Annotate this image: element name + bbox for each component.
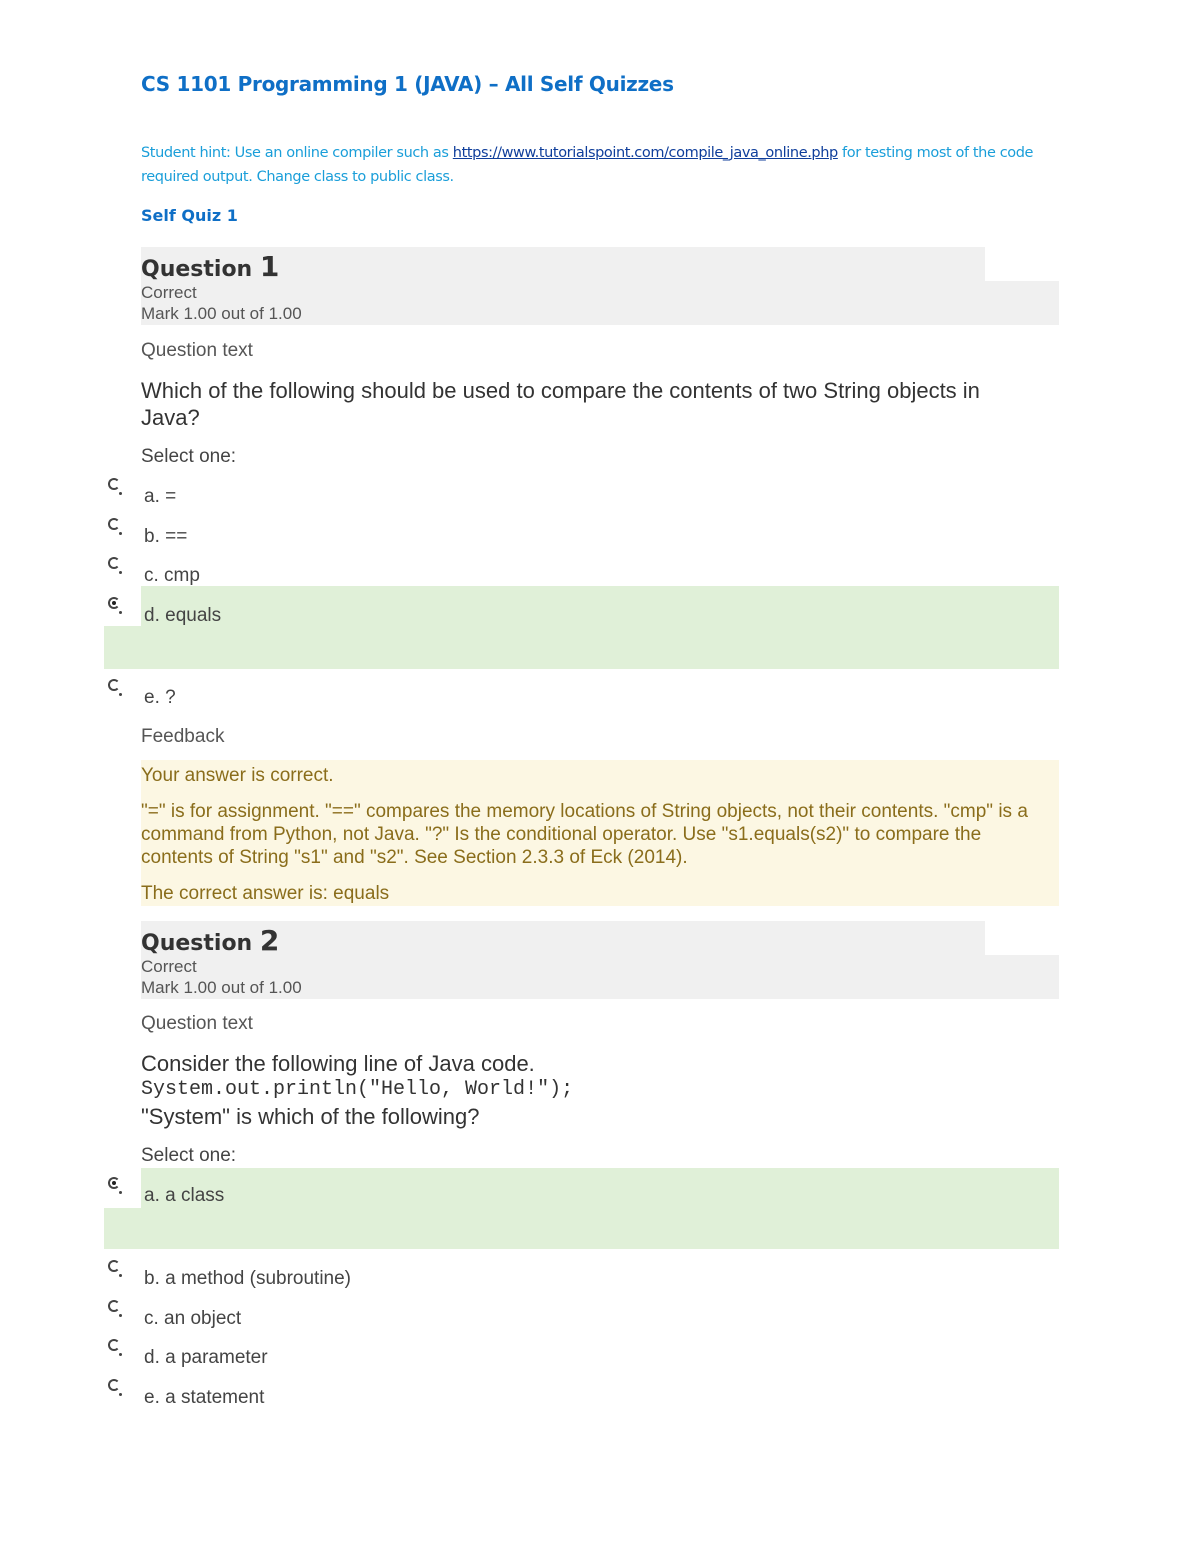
- question-2-option-e[interactable]: [104, 1375, 504, 1407]
- radio-tick-icon: [119, 532, 122, 535]
- option-label: c. cmp: [144, 565, 200, 586]
- question-2-correct-band-bottom: [104, 1208, 1059, 1249]
- question-2-title: [141, 924, 279, 957]
- question-1-option-b[interactable]: [104, 514, 504, 546]
- option-label: b. a method (subroutine): [144, 1268, 352, 1289]
- question-1-state: Correct: [141, 283, 197, 302]
- hint-prefix: Student hint: Use an online compiler such as: [141, 145, 453, 161]
- question-1-correct-band-bottom: [104, 626, 1059, 669]
- question-2-select-one: Select one:: [141, 1145, 237, 1166]
- option-label: a. a class: [144, 1185, 225, 1206]
- option-label: c. an object: [144, 1308, 242, 1329]
- radio-button-icon[interactable]: [108, 478, 120, 490]
- question-1-option-e[interactable]: [104, 675, 504, 707]
- option-label: b. ==: [144, 526, 188, 547]
- option-label: a. =: [144, 486, 177, 507]
- radio-tick-icon: [119, 1353, 122, 1356]
- question-1-option-c[interactable]: [104, 553, 504, 585]
- question-2-code: System.out.println("Hello, World!");: [141, 1078, 574, 1101]
- question-1-select-one: Select one:: [141, 446, 237, 467]
- option-label: d. equals: [144, 605, 222, 626]
- radio-button-icon[interactable]: [108, 679, 120, 691]
- radio-tick-icon: [119, 1274, 122, 1277]
- radio-button-icon[interactable]: [108, 557, 120, 569]
- question-number: 1: [259, 250, 280, 283]
- feedback-explanation: "=" is for assignment. "==" compares the memory locations of String objects, not their contents. "cmp" is a command from Python, not Java. "?" Is the conditional operator. Use "s1.equals(s2)" to compare the contents of String "s1" and "s2". See Section 2.3.3 of Eck (2014).: [141, 801, 1028, 868]
- radio-button-icon[interactable]: [108, 1379, 120, 1391]
- feedback-correct-answer: The correct answer is: equals: [141, 883, 390, 904]
- question-word: Question: [141, 257, 253, 282]
- feedback-verdict: Your answer is correct.: [141, 765, 334, 786]
- option-label: e. ?: [144, 687, 176, 708]
- radio-tick-icon: [119, 1191, 122, 1194]
- feedback-heading: Feedback: [141, 726, 225, 747]
- radio-button-icon[interactable]: [108, 1339, 120, 1351]
- document-title: CS 1101 Programming 1 (JAVA) – All Self Quizzes: [141, 72, 674, 96]
- question-2-state: Correct: [141, 957, 197, 976]
- question-1-text-label: Question text: [141, 340, 253, 361]
- radio-tick-icon: [119, 492, 122, 495]
- question-word: Question: [141, 931, 253, 956]
- question-2-option-c[interactable]: [104, 1296, 504, 1328]
- radio-tick-icon: [119, 571, 122, 574]
- radio-tick-icon: [119, 611, 122, 614]
- question-2-option-d[interactable]: [104, 1335, 504, 1367]
- radio-button-icon[interactable]: [108, 518, 120, 530]
- radio-tick-icon: [119, 1393, 122, 1396]
- option-label: d. a parameter: [144, 1347, 268, 1368]
- question-1-prompt: Which of the following should be used to compare the contents of two String objects in Java?: [141, 378, 980, 430]
- radio-tick-icon: [119, 693, 122, 696]
- radio-button-icon[interactable]: [108, 1300, 120, 1312]
- compiler-link[interactable]: https://www.tutorialspoint.com/compile_java_online.php: [452, 145, 838, 161]
- option-label: e. a statement: [144, 1387, 265, 1408]
- student-hint: [141, 141, 1061, 189]
- question-number: 2: [259, 924, 280, 957]
- question-2-option-a[interactable]: [104, 1173, 504, 1205]
- question-1-option-d[interactable]: [104, 593, 504, 625]
- question-1-option-a[interactable]: [104, 474, 504, 506]
- question-2-prompt-line: Consider the following line of Java code.: [141, 1051, 535, 1076]
- hint-suffix: for testing most of the code required output. Change class to public class.: [141, 145, 1034, 185]
- radio-button-icon[interactable]: [108, 1260, 120, 1272]
- radio-button-checked-icon[interactable]: [108, 597, 120, 609]
- question-2-prompt-question: "System" is which of the following?: [141, 1104, 480, 1129]
- question-1-title: [141, 250, 279, 283]
- quiz-heading: Self Quiz 1: [141, 206, 238, 225]
- question-1-mark: Mark 1.00 out of 1.00: [141, 304, 302, 323]
- question-2-mark: Mark 1.00 out of 1.00: [141, 978, 302, 997]
- radio-tick-icon: [119, 1314, 122, 1317]
- question-2-option-b[interactable]: [104, 1256, 504, 1288]
- question-2-text-label: Question text: [141, 1013, 253, 1034]
- radio-button-checked-icon[interactable]: [108, 1177, 120, 1189]
